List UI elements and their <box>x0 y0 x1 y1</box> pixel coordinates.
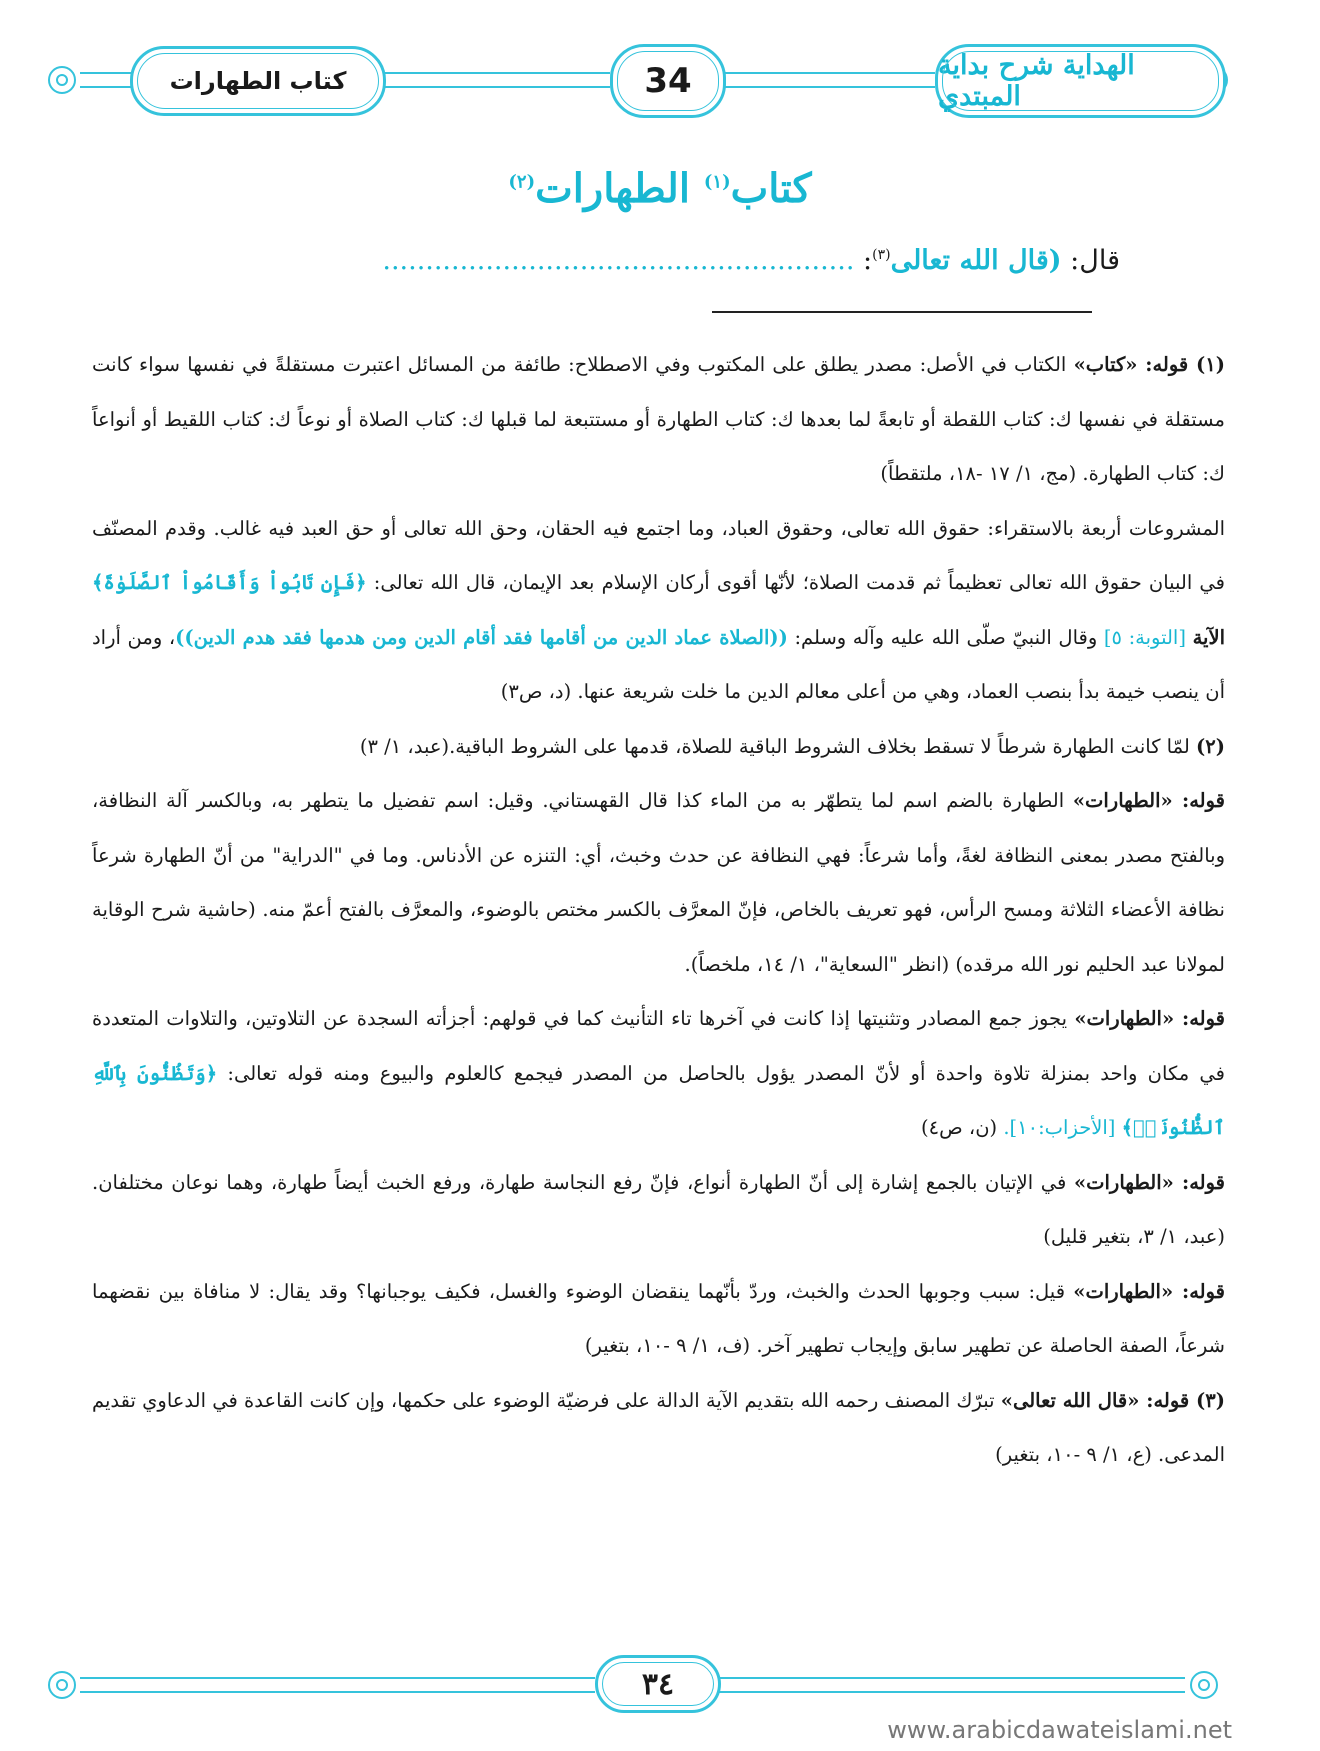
footnote-3-label: (٣) قوله: «قال الله تعالى» <box>1000 1388 1225 1412</box>
footer-ornament-left-icon <box>48 1671 76 1699</box>
footer-rule-right <box>715 1677 1185 1693</box>
chapter-title-word-1: كتاب <box>730 165 812 212</box>
footnote-2a-label: قوله: «الطهارات» <box>1072 789 1225 812</box>
ornament-left-icon <box>48 66 76 94</box>
footnote-2c-label: قوله: «الطهارات» <box>1073 1170 1225 1194</box>
footnote-1-text: الكتاب في الأصل: مصدر يطلق على المكتوب وفي الاصطلاح: طائفة من المسائل اعتبرت مستقلةً في نفسها سواء كانت مستقلة في نفسها ك: كتاب اللقطة أو تابعةً لما بعدها ك: كتاب الطهارة أو مستتبعة لما قبلها ك: كتاب الصلاة أو نوعاً ك: كتاب اللقيط أو أنواعاً ك: كتاب الطهارة. (مج، ١/ ١٧ -١٨، ملتقطاً) <box>92 353 1225 485</box>
footer-ornament-right-icon <box>1190 1671 1218 1699</box>
page-footer <box>40 1653 1220 1713</box>
footnote-2 <box>92 720 1225 775</box>
footnote-ref-1: (١) <box>703 171 731 193</box>
footnote-2c-text: في الإتيان بالجمع إشارة إلى أنّ الطهارة أنواع، فإنّ رفع النجاسة طهارة، ورفع الخبث أيضاً طهارة، وهما نوعان مختلفان. (عبد، ١/ ٣، بتغير قليل) <box>92 1170 1225 1248</box>
footnote-3 <box>92 1374 1225 1483</box>
footnote-divider <box>712 311 1092 313</box>
header-rule-mid-right <box>720 72 935 88</box>
book-title <box>935 44 1226 118</box>
quran-ref-ahzab: [الأحزاب:١٠]. <box>1003 1116 1116 1139</box>
footnote-1-label: (١) قوله: «كتاب» <box>1073 353 1226 376</box>
website-url[interactable]: www.arabicdawateislami.net <box>887 1716 1232 1744</box>
quran-ref-tawbah: [التوبة: ٥] <box>1103 625 1186 649</box>
footnotes <box>92 338 1225 1483</box>
qala-quote: (قال الله تعالى <box>890 245 1062 276</box>
footnote-ref-2: (٢) <box>508 171 536 193</box>
footnote-2-taharat-b <box>92 992 1225 1156</box>
footnote-2-label: (٢) <box>1196 734 1225 758</box>
chapter-title-word-2: الطهارات <box>535 165 690 212</box>
footer-page-number <box>595 1655 721 1713</box>
footnote-2-taharat-d <box>92 1265 1225 1374</box>
footnote-2-text: لمّا كانت الطهارة شرطاً لا تسقط بخلاف الشروط الباقية للصلاة، قدمها على الشروط الباقية.(عبد، ١/ ٣) <box>359 734 1190 758</box>
quran-verse-tawbah: ﴿فَإِن تَابُواْ وَأَقَامُواْ ٱلصَّلَوٰةَ﴾ <box>92 571 367 594</box>
footnote-2a-text: الطهارة بالضم اسم لما يتطهّر به من الماء كذا قال القهستاني. وقيل: اسم تفضيل ما يتطهر به، وبالكسر آلة النظافة، وبالفتح مصدر بمعنى النظافة لغةً، وأما شرعاً: فهي النظافة عن حدث وخبث، أي: التنزه عن الأدناس. وما في "الدراية" من أنّ الطهارة شرعاً نظافة الأعضاء الثلاثة ومسح الرأس، فهو تعريف بالخاص، فإنّ المعرَّف بالكسر مختص بالوضوء، والمعرَّف بالفتح أعمّ منه. (حاشية شرح الوقاية لمولانا عبد الحليم نور الله مرقده) (انظر "السعاية"، ١/ ١٤، ملخصاً). <box>92 789 1225 976</box>
footnote-1-cont-text-c: ، ومن أراد أن ينصب خيمة بدأ بنصب العماد، وهي من أعلى معالم الدين ما خلت شريعة عنها. (د، ص٣) <box>92 625 1225 703</box>
running-title <box>130 46 386 116</box>
book-title-text: الهداية شرح بداية المبتدي <box>938 50 1135 112</box>
header-page-number <box>610 44 726 118</box>
footnote-2b-text-b: (ن، ص٤) <box>921 1116 998 1139</box>
footnote-2b-text-a: يجوز جمع المصادر وتثنيتها إذا كانت في آخرها تاء التأنيث كما في قولهم: أجزأته السجدة عن التلاوتين، والتلاوات المتعددة في مكان واحد بمنزلة تلاوة واحدة أو لأنّ المصدر يؤول بالحاصل من المصدر فيجمع كالعلوم والبيوع ومنه قوله تعالى: <box>92 1007 1226 1085</box>
footnote-2b-label: قوله: «الطهارات» <box>1074 1007 1225 1030</box>
aya-word: الآية <box>1192 625 1225 649</box>
qala-colon: : <box>863 245 873 276</box>
footnote-1 <box>92 338 1225 502</box>
footnote-2-taharat-a <box>92 774 1225 992</box>
footnote-3-text: تبرّك المصنف رحمه الله بتقديم الآية الدالة على فرضيّة الوضوء على حكمها، وإن كانت القاعدة في الدعاوي تقديم المدعى. (ع، ١/ ٩ -١٠، بتغير) <box>92 1388 1225 1466</box>
footnote-ref-3: (٣) <box>872 247 891 263</box>
footnote-1-continued <box>92 502 1225 720</box>
chapter-title <box>0 165 1320 212</box>
footnote-1-cont-text-a: المشروعات أربعة بالاستقراء: حقوق الله تعالى، وحقوق العباد، وما اجتمع فيه الحقان، وحق الله تعالى أو حق العبد فيه غالب. وقدم المصنّف في البيان حقوق الله تعالى تعظيماً ثم قدمت الصلاة؛ لأنّها أقوى أركان الإسلام بعد الإيمان، قال الله تعالى: <box>92 516 1226 594</box>
footnote-2d-text: قيل: سبب وجوبها الحدث والخبث، وردّ بأنّهما ينقضان الوضوء والغسل، فكيف يوجبانها؟ وقد يقال: لا منافاة بين نقضهما شرعاً، الصفة الحاصلة عن تطهير سابق وإيجاب تطهير آخر. (ف، ١/ ٩ -١٠، بتغير) <box>92 1279 1225 1357</box>
running-title-text: كتاب الطهارات <box>169 67 347 95</box>
main-text-line <box>130 245 1120 276</box>
quran-verse-ahzab: ﴿وَتَظُنُّونَ بِٱللَّهِ ٱلظُّنُونَا۠﴾ <box>92 1061 1225 1139</box>
footnote-2-taharat-c <box>92 1156 1225 1265</box>
header-rule-mid-left <box>380 72 610 88</box>
qala-lead: قال: <box>1070 245 1120 276</box>
placeholder-dots: ....................................................... <box>382 245 855 276</box>
footnote-1-cont-text-b: وقال النبيّ صلّى الله عليه وآله وسلم: <box>794 625 1098 649</box>
footnote-2d-label: قوله: «الطهارات» <box>1073 1279 1225 1303</box>
header-page-number-text: 34 <box>644 61 692 101</box>
hadith-quote: ((الصلاة عماد الدين من أقامها فقد أقام الدين ومن هدمها فقد هدم الدين)) <box>175 625 788 649</box>
footer-rule-left <box>80 1677 595 1693</box>
page-header <box>40 40 1220 120</box>
footer-page-number-text: ٣٤ <box>641 1666 675 1702</box>
